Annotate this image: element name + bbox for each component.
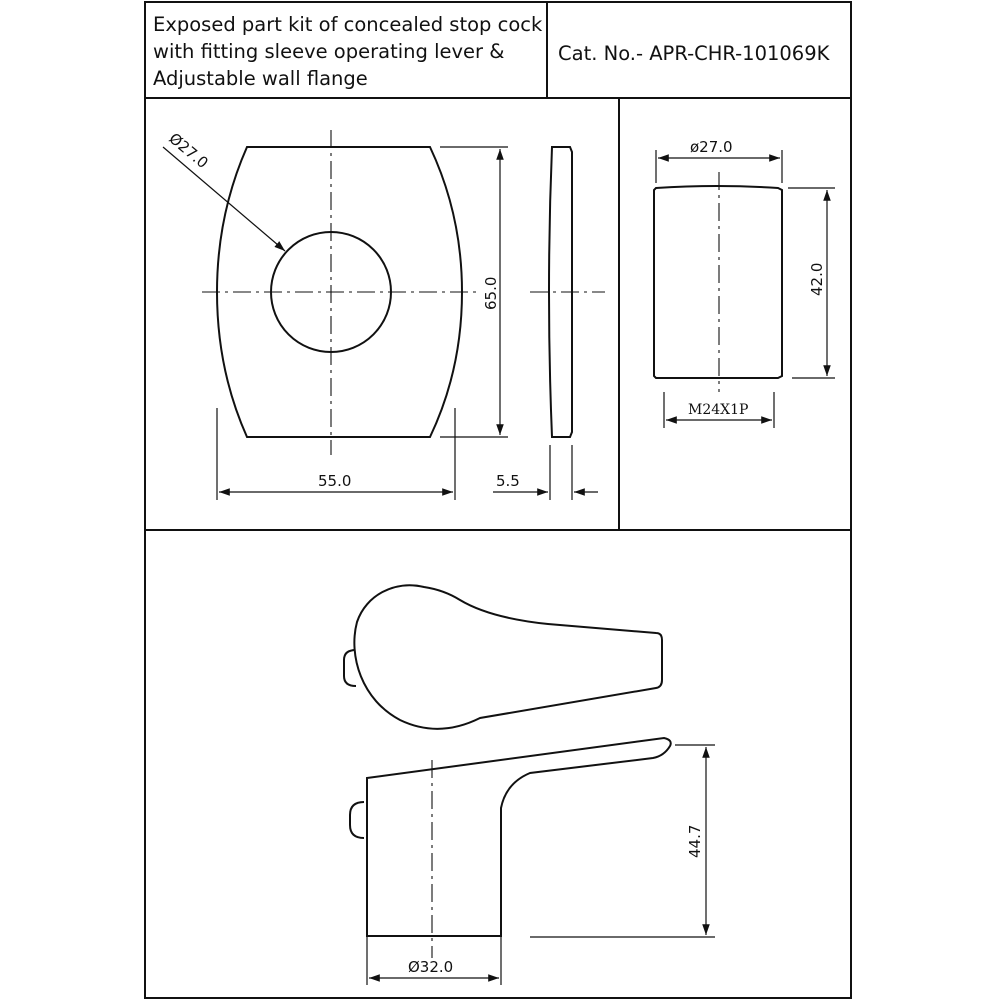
lever-height-label: 44.7 — [686, 824, 704, 858]
flange-front-view — [163, 129, 508, 500]
sleeve-height-label: 42.0 — [808, 262, 826, 296]
hole-leader-arrow — [163, 147, 285, 251]
thickness-label: 5.5 — [496, 472, 520, 490]
height-label: 65.0 — [482, 276, 500, 310]
lever-top-view — [344, 585, 662, 728]
lever-side-body — [367, 738, 671, 936]
title-block — [153, 13, 831, 90]
lever-side-view — [350, 738, 715, 985]
flange-side-view — [493, 147, 605, 500]
description-line-3: Adjustable wall flange — [153, 67, 368, 90]
width-label: 55.0 — [318, 472, 352, 490]
catalog-number: Cat. No.- APR-CHR-101069K — [558, 42, 830, 65]
base-diameter-label: Ø32.0 — [408, 958, 454, 976]
sleeve-diameter-label: ø27.0 — [690, 138, 733, 156]
hole-diameter-label: Ø27.0 — [165, 129, 212, 173]
sleeve-view — [654, 138, 835, 428]
sleeve-outline — [654, 186, 782, 378]
lever-side-knob — [350, 802, 364, 838]
lever-body-top — [354, 585, 662, 728]
description-line-1: Exposed part kit of concealed stop cock — [153, 13, 543, 36]
thread-label: M24X1P — [688, 402, 749, 418]
description-line-2: with fitting sleeve operating lever & — [153, 40, 505, 63]
